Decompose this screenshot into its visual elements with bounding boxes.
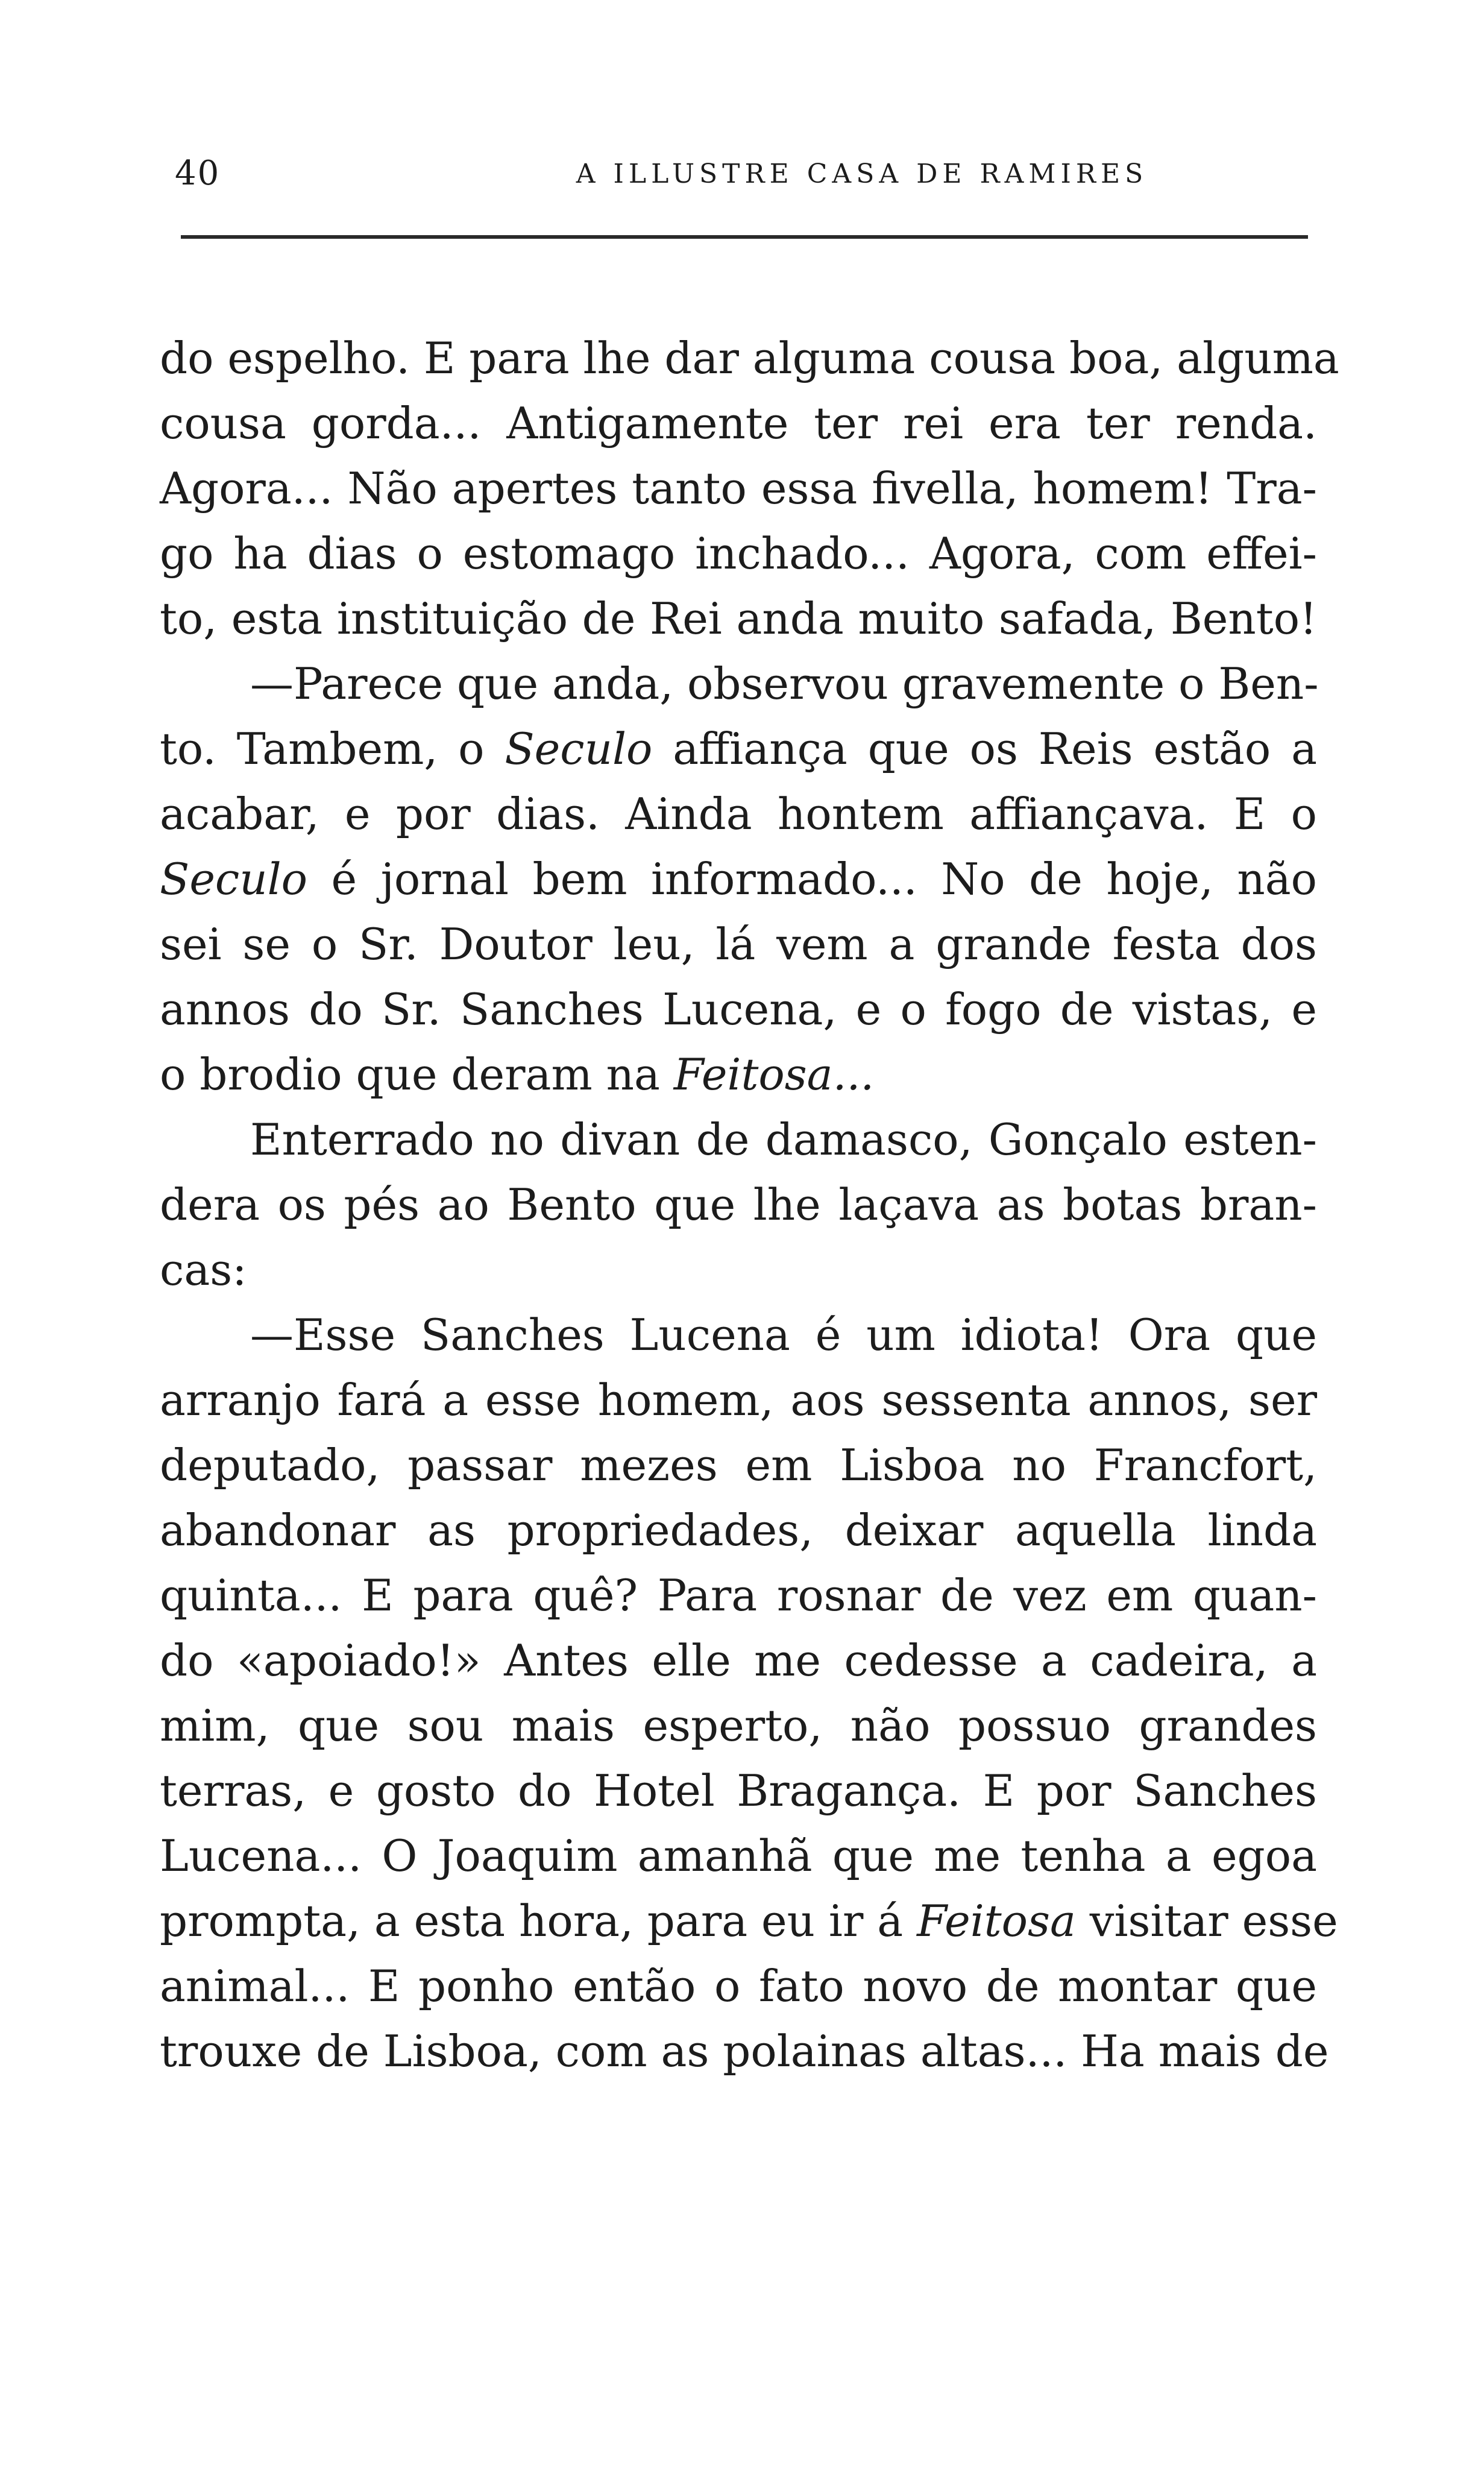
text-line: deputado, passar mezes em Lisboa no Francfort, (160, 1440, 1317, 1490)
text-line: acabar, e por dias. Ainda hontem affiançava. E o (160, 789, 1317, 839)
paragraph-end-line: o brodio que deram na Feitosa... (160, 1049, 875, 1100)
text-line: Lucena... O Joaquim amanhã que me tenha a egoa (160, 1830, 1317, 1881)
text-line: prompta, a esta hora, para eu ir á Feitosa visitar esse (160, 1896, 1338, 1946)
running-title: A ILLUSTRE CASA DE RAMIRES (576, 159, 1148, 189)
text-line: arranjo fará a esse homem, aos sessenta annos, ser (160, 1375, 1317, 1425)
body-text (160, 326, 1339, 2084)
text-line: trouxe de Lisboa, com as polainas altas... Ha mais de (160, 2026, 1329, 2076)
text-line: go ha dias o estomago inchado... Agora, com effei- (160, 528, 1317, 579)
paragraph-start-line: —Esse Sanches Lucena é um idiota! Ora que (250, 1310, 1317, 1360)
text-line: terras, e gosto do Hotel Bragança. E por Sanches (160, 1765, 1317, 1816)
text-line: sei se o Sr. Doutor leu, lá vem a grande festa dos (160, 919, 1317, 970)
text-line: dera os pés ao Bento que lhe laçava as botas bran- (160, 1179, 1317, 1230)
text-line: animal... E ponho então o fato novo de montar que (160, 1961, 1317, 2011)
text-line: mim, que sou mais esperto, não possuo grandes (160, 1700, 1317, 1751)
text-line: abandonar as propriedades, deixar aquella linda (160, 1505, 1317, 1556)
text-line: to, esta instituição de Rei anda muito safada, Bento! (160, 593, 1317, 644)
header-rule (181, 235, 1308, 239)
text-line: do espelho. E para lhe dar alguma cousa boa, alguma (160, 333, 1339, 383)
text-line: Agora... Não apertes tanto essa fivella, homem! Tra- (160, 463, 1317, 514)
text-line: Seculo é jornal bem informado... No de hoje, não (160, 854, 1317, 904)
newspaper-title: Seculo (505, 724, 653, 774)
paragraph-start-line: Enterrado no divan de damasco, Gonçalo esten- (250, 1114, 1317, 1165)
text-line: do «apoiado!» Antes elle me cedesse a cadeira, a (160, 1635, 1317, 1686)
text-line: to. Tambem, o Seculo affiança que os Reis estão a (160, 724, 1318, 774)
page-header (175, 154, 1308, 208)
place-name: Feitosa... (673, 1049, 875, 1100)
text-line: annos do Sr. Sanches Lucena, e o fogo de vistas, e (160, 984, 1317, 1035)
text-line: cousa gorda... Antigamente ter rei era ter renda. (160, 398, 1317, 449)
newspaper-title: Seculo (160, 854, 308, 904)
text-line: quinta... E para quê? Para rosnar de vez em quan- (160, 1570, 1317, 1621)
paragraph-end-line: cas: (160, 1244, 247, 1295)
place-name: Feitosa (917, 1896, 1076, 1946)
page-number: 40 (175, 154, 221, 193)
paragraph-start-line: —Parece que anda, observou gravemente o Ben- (250, 658, 1319, 709)
